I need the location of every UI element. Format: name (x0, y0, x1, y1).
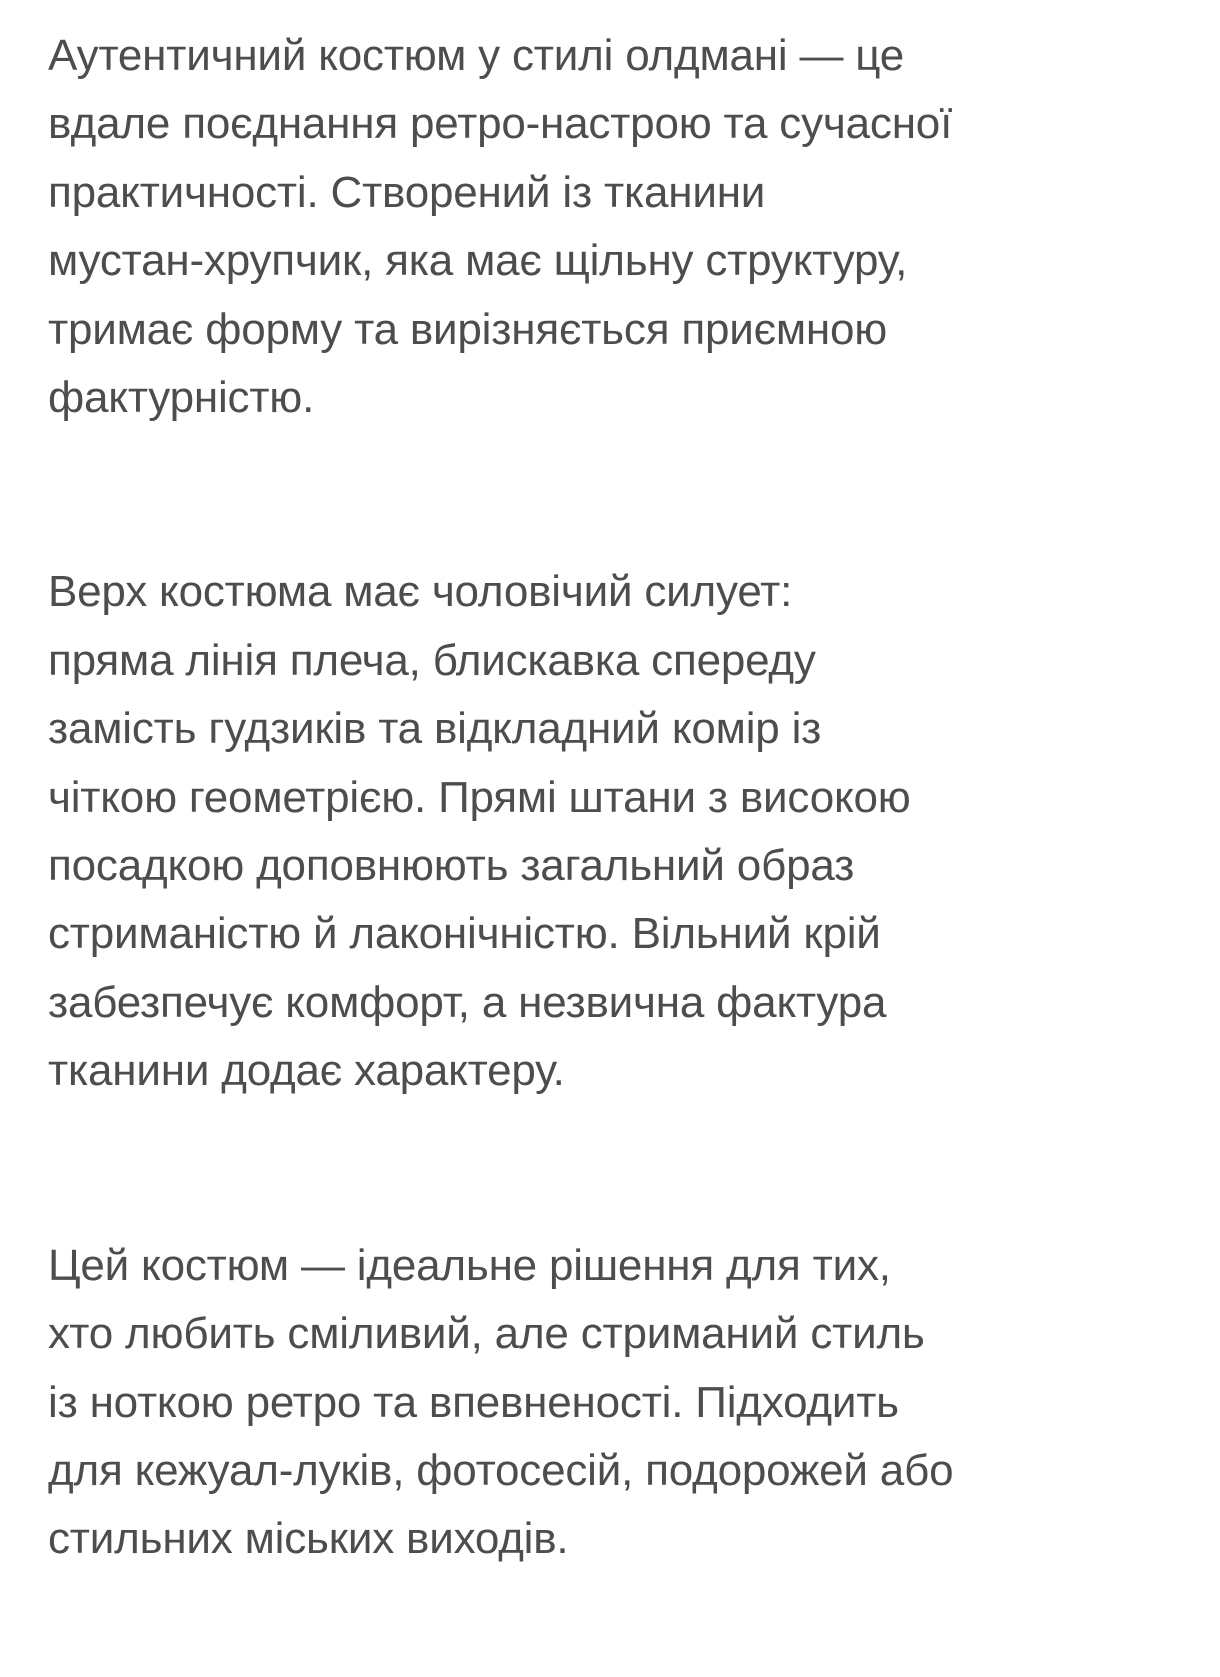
text-line: Аутентичний костюм у стилі олдмані — це (48, 31, 905, 80)
text-line: замість гудзиків та відкладний комір із (48, 704, 822, 754)
text-line: посадкою доповнюють загальний образ (48, 841, 855, 891)
text-line: пряма лінія плеча, блискавка спереду (48, 635, 816, 685)
text-line: тканини додає характеру. (48, 1046, 565, 1096)
text-line: стриманістю й лаконічністю. Вільний крій (48, 909, 881, 959)
text-line: тримає форму та вирізняється приємною (48, 304, 888, 354)
text-line: для кежуал-луків, фотосесій, подорожей або (48, 1445, 954, 1495)
paragraph-spacer (48, 1106, 1188, 1232)
text-line: із ноткою ретро та впевненості. Підходить (48, 1377, 899, 1427)
article-body (48, 22, 1188, 1574)
paragraph-details (48, 558, 1188, 1105)
text-line: чіткою геометрією. Прямі штани з високою (48, 772, 911, 822)
text-line: забезпечує комфорт, а незвична фактура (48, 977, 887, 1027)
text-line: вдале поєднання ретро-настрою та сучасної (48, 99, 953, 149)
text-line: хто любить сміливий, але стриманий стиль (48, 1309, 925, 1359)
text-line: стильних міських виходів. (48, 1514, 569, 1564)
paragraph-intro (48, 22, 1188, 432)
text-line: Цей костюм — ідеальне рішення для тих, (48, 1240, 891, 1290)
paragraph-spacer (48, 432, 1188, 558)
text-line: фактурністю. (48, 373, 315, 423)
text-line: мустан-хрупчик, яка має щільну структуру, (48, 236, 908, 286)
paragraph-usage (48, 1232, 1188, 1574)
text-line: Верх костюма має чоловічий силует: (48, 567, 793, 617)
text-line: практичності. Створений із тканини (48, 167, 766, 217)
